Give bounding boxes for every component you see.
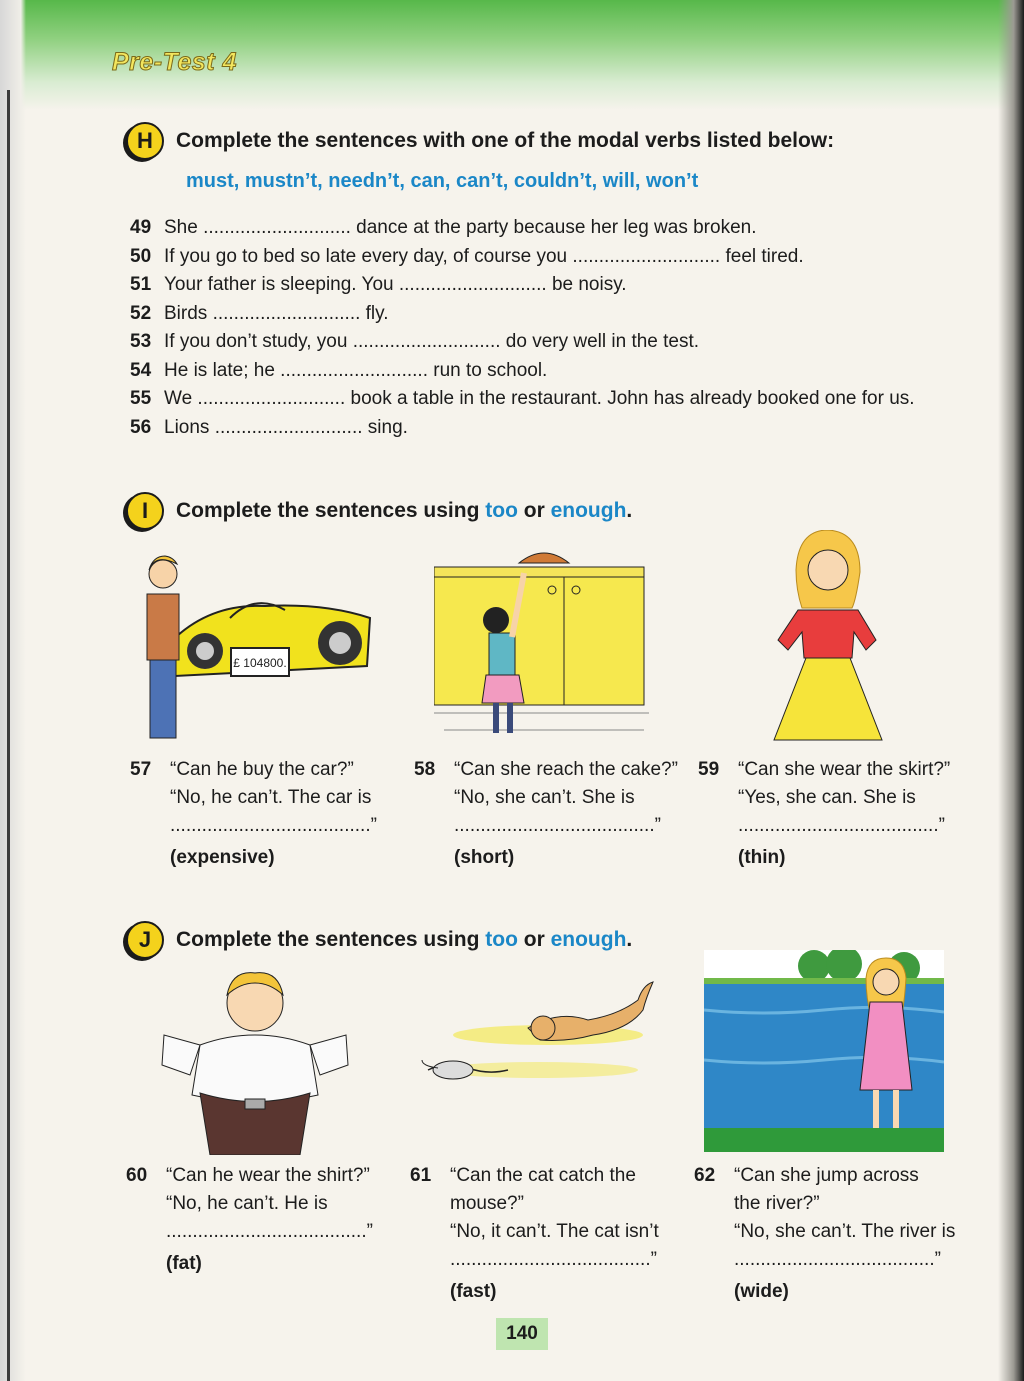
answer-extra: “No, she can’t. The river is — [734, 1221, 956, 1242]
section-j-header — [126, 921, 632, 959]
answer-start: “No, she can’t. She is — [454, 787, 635, 808]
answer-start: “No, he can’t. The car is — [170, 787, 372, 808]
title-text: Complete the sentences using — [176, 499, 486, 522]
question-number: 57 — [130, 759, 152, 780]
keyword-enough: enough — [550, 928, 627, 951]
girl-skirt-illustration — [756, 530, 896, 745]
adjective-hint: (thin) — [738, 847, 786, 868]
question-57 — [130, 756, 410, 872]
answer-start: “Yes, she can. She is — [738, 787, 916, 808]
question-62 — [694, 1162, 974, 1306]
question-number: 49 — [130, 217, 152, 239]
question-number: 50 — [130, 245, 152, 267]
question-58 — [414, 756, 694, 872]
question-prompt: “Can he wear the shirt?” — [166, 1165, 370, 1186]
question-text: Birds ............................ fly. — [164, 302, 389, 324]
answer-extra: “No, it can’t. The cat isn’t — [450, 1221, 659, 1242]
question-number: 59 — [698, 759, 720, 780]
question-prompt: “Can she reach the cake?” — [454, 759, 678, 780]
boy-car-illustration — [135, 548, 375, 740]
question-59 — [698, 756, 978, 872]
price-tag: £ 104800. — [233, 656, 287, 670]
pretest-title: Pre-Test 4 — [112, 48, 237, 76]
list-item — [130, 414, 980, 443]
answer-start: the river?” — [734, 1193, 820, 1214]
girl-cake-illustration — [434, 545, 659, 740]
answer-blank: ......................................” — [170, 815, 377, 836]
answer-blank: ......................................” — [166, 1221, 373, 1242]
adjective-hint: (fat) — [166, 1253, 202, 1274]
list-item — [130, 214, 980, 243]
section-j-badge: J — [126, 921, 164, 959]
answer-blank: ......................................” — [734, 1249, 941, 1270]
page-edge — [998, 0, 1024, 1381]
title-or: or — [517, 499, 551, 522]
section-h-questions — [130, 214, 980, 442]
title-period: . — [626, 928, 633, 951]
question-number: 58 — [414, 759, 436, 780]
list-item — [130, 300, 980, 329]
list-item — [130, 243, 980, 272]
answer-start: mouse?” — [450, 1193, 524, 1214]
page-gutter — [0, 0, 26, 1381]
title-period: . — [626, 499, 633, 522]
keyword-too: too — [485, 499, 518, 522]
question-text: Your father is sleeping. You ............................ be noisy. — [164, 274, 627, 296]
section-i-badge: I — [126, 492, 164, 530]
question-number: 52 — [130, 302, 152, 324]
question-text: If you go to bed so late every day, of course you ............................ feel tired. — [164, 245, 804, 267]
man-shirt-illustration — [160, 965, 350, 1155]
title-or: or — [517, 928, 551, 951]
section-h-title: Complete the sentences with one of the modal verbs listed below: — [176, 129, 835, 152]
keyword-enough: enough — [550, 499, 627, 522]
question-prompt: “Can he buy the car?” — [170, 759, 354, 780]
question-number: 51 — [130, 274, 152, 296]
girl-river-illustration — [704, 950, 944, 1152]
question-number: 53 — [130, 331, 152, 353]
question-text: If you don’t study, you ............................ do very well in the test. — [164, 331, 700, 353]
question-text: He is late; he ............................ run to school. — [164, 359, 548, 381]
question-number: 62 — [694, 1165, 716, 1186]
section-i-header — [126, 492, 632, 530]
adjective-hint: (fast) — [450, 1281, 497, 1302]
question-number: 54 — [130, 359, 152, 381]
question-number: 60 — [126, 1165, 148, 1186]
question-number: 55 — [130, 388, 152, 410]
keyword-too: too — [485, 928, 518, 951]
adjective-hint: (short) — [454, 847, 515, 868]
answer-blank: ......................................” — [450, 1249, 657, 1270]
page-number: 140 — [496, 1318, 548, 1350]
question-61 — [410, 1162, 690, 1306]
answer-start: “No, he can’t. He is — [166, 1193, 328, 1214]
adjective-hint: (expensive) — [170, 847, 275, 868]
list-item — [130, 357, 980, 386]
modal-verb-list: must, mustn’t, needn’t, can, can’t, couldn’t, will, won’t — [186, 170, 699, 192]
section-i-title — [176, 499, 632, 523]
question-text: Lions ............................ sing. — [164, 416, 408, 438]
answer-blank: ......................................” — [738, 815, 945, 836]
title-text: Complete the sentences using — [176, 928, 486, 951]
list-item — [130, 328, 980, 357]
question-text: We ............................ book a table in the restaurant. John has already booked one for us. — [164, 388, 915, 410]
question-prompt: “Can the cat catch the — [450, 1165, 636, 1186]
question-number: 61 — [410, 1165, 432, 1186]
list-item — [130, 385, 980, 414]
section-h-badge: H — [126, 122, 164, 160]
question-prompt: “Can she wear the skirt?” — [738, 759, 951, 780]
question-number: 56 — [130, 416, 152, 438]
adjective-hint: (wide) — [734, 1281, 789, 1302]
cat-mouse-illustration — [418, 980, 668, 1100]
question-60 — [126, 1162, 406, 1278]
list-item — [130, 271, 980, 300]
answer-blank: ......................................” — [454, 815, 661, 836]
section-j-title — [176, 928, 632, 952]
section-h-header — [126, 122, 834, 160]
question-prompt: “Can she jump across — [734, 1165, 919, 1186]
question-text: She ............................ dance at the party because her leg was broken. — [164, 217, 757, 239]
